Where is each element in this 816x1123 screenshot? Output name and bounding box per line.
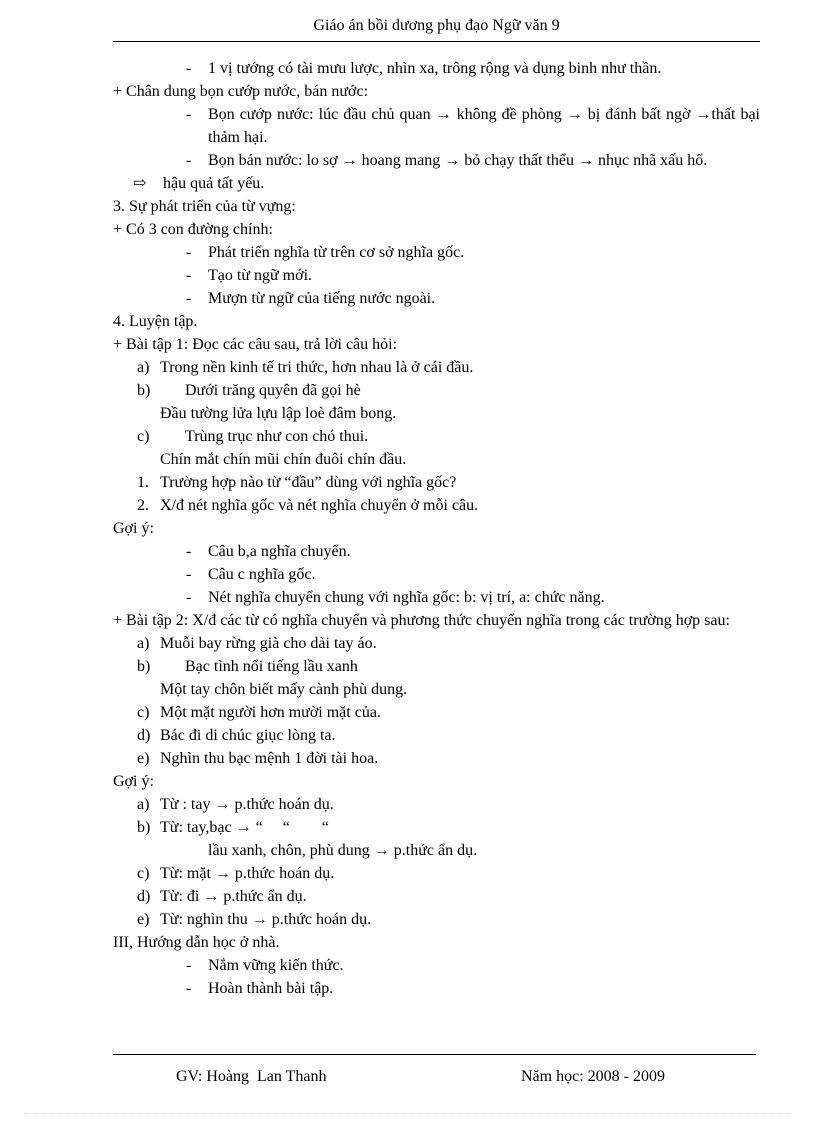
list-item: 2. X/đ nét nghĩa gốc và nét nghĩa chuyển ở mỗi câu.: [137, 497, 479, 514]
list-item: - Hoàn thành bài tập.: [186, 980, 334, 997]
answer-continuation: lầu xanh, chôn, phù dung → p.thức ẩn dụ.: [208, 842, 478, 859]
hint-label: Gợi ý:: [113, 773, 154, 790]
list-item: 1. Trường hợp nào từ “đầu” dùng với nghĩa gốc?: [137, 474, 457, 491]
section-label: + Có 3 con đường chính:: [113, 221, 273, 238]
list-item: b) Dưới trăng quyên đã gọi hè: [137, 382, 361, 399]
page-header: Giáo án bồi dương phụ đạo Ngữ văn 9: [313, 17, 560, 34]
verse-line: Đầu tường lửa lựu lập loè đâm bong.: [160, 405, 397, 422]
footer-teacher: GV: Hoàng Lan Thanh: [176, 1068, 327, 1085]
conclusion-line: ⇨ hậu quả tất yếu.: [113, 172, 760, 195]
list-item: e) Từ: nghìn thu → p.thức hoán dụ.: [137, 911, 372, 928]
hint-label: Gợi ý:: [113, 520, 154, 537]
list-item: e) Nghìn thu bạc mệnh 1 đời tài hoa.: [137, 750, 379, 767]
list-item: a) Muỗi bay rừng già cho dài tay áo.: [137, 635, 377, 652]
list-item: - 1 vị tướng có tài mưu lược, nhìn xa, trông rộng và dụng binh như thần.: [186, 60, 662, 77]
list-item: - Câu c nghĩa gốc.: [186, 566, 316, 583]
section-heading: 4. Luyện tập.: [113, 313, 198, 330]
list-item: d) Từ: đi → p.thức ẩn dụ.: [137, 888, 307, 905]
verse-line: Một tay chôn biết mấy cành phù dung.: [160, 681, 408, 698]
list-item: c) Từ: mặt → p.thức hoán dụ.: [137, 865, 335, 882]
list-item: d) Bác đi di chúc giục lòng ta.: [137, 727, 336, 744]
list-item: - Bọn bán nước: lo sợ → hoang mang → bỏ chạy thất thểu → nhục nhã xấu hổ.: [186, 152, 708, 169]
list-item: c) Trùng trục như con chó thui.: [137, 428, 369, 445]
list-item: - Nắm vững kiến thức.: [186, 957, 344, 974]
verse-line: Chín mắt chín mũi chín đuôi chín đầu.: [160, 451, 407, 468]
footer-rule: [113, 1054, 756, 1055]
header-rule: [113, 41, 760, 42]
list-item: b) Bạc tình nổi tiếng lầu xanh: [137, 658, 358, 675]
section-heading: III, Hướng dẫn học ở nhà.: [113, 934, 280, 951]
exercise-title: + Bài tập 2: X/đ các từ có nghĩa chuyển và phương thức chuyển nghĩa trong các trường hợp sau:: [113, 612, 730, 629]
list-item: - Câu b,a nghĩa chuyển.: [186, 543, 351, 560]
list-item: b) Từ: tay,bạc → “ “ “: [137, 819, 329, 836]
section-label: + Chân dung bọn cướp nước, bán nước:: [113, 83, 369, 100]
list-item: c) Một mặt người hơn mười mặt của.: [137, 704, 381, 721]
list-item: a) Từ : tay → p.thức hoán dụ.: [137, 796, 334, 813]
page-edge-divider: [24, 1113, 792, 1114]
document-body: [113, 57, 760, 1000]
list-item: - Mượn từ ngữ của tiếng nước ngoài.: [186, 290, 436, 307]
footer-year: Năm học: 2008 - 2009: [521, 1068, 665, 1085]
list-item: a) Trong nền kinh tế tri thức, hơn nhau là ở cái đầu.: [137, 359, 474, 376]
arrow-icon: ⇨: [133, 175, 147, 192]
list-item: - Phát triển nghĩa từ trên cơ sở nghĩa gốc.: [186, 244, 465, 261]
list-item: - Tạo từ ngữ mới.: [186, 267, 313, 284]
exercise-title: + Bài tập 1: Đọc các câu sau, trả lời câu hỏi:: [113, 336, 398, 353]
list-item: - Bọn cướp nước: lúc đầu chủ quan → không đề phòng → bị đánh bất ngờ →thất bại thảm hại.: [186, 106, 760, 146]
section-heading: 3. Sự phát triển của từ vựng:: [113, 198, 296, 215]
list-item: - Nét nghĩa chuyển chung với nghĩa gốc: b: vị trí, a: chức năng.: [186, 589, 605, 606]
